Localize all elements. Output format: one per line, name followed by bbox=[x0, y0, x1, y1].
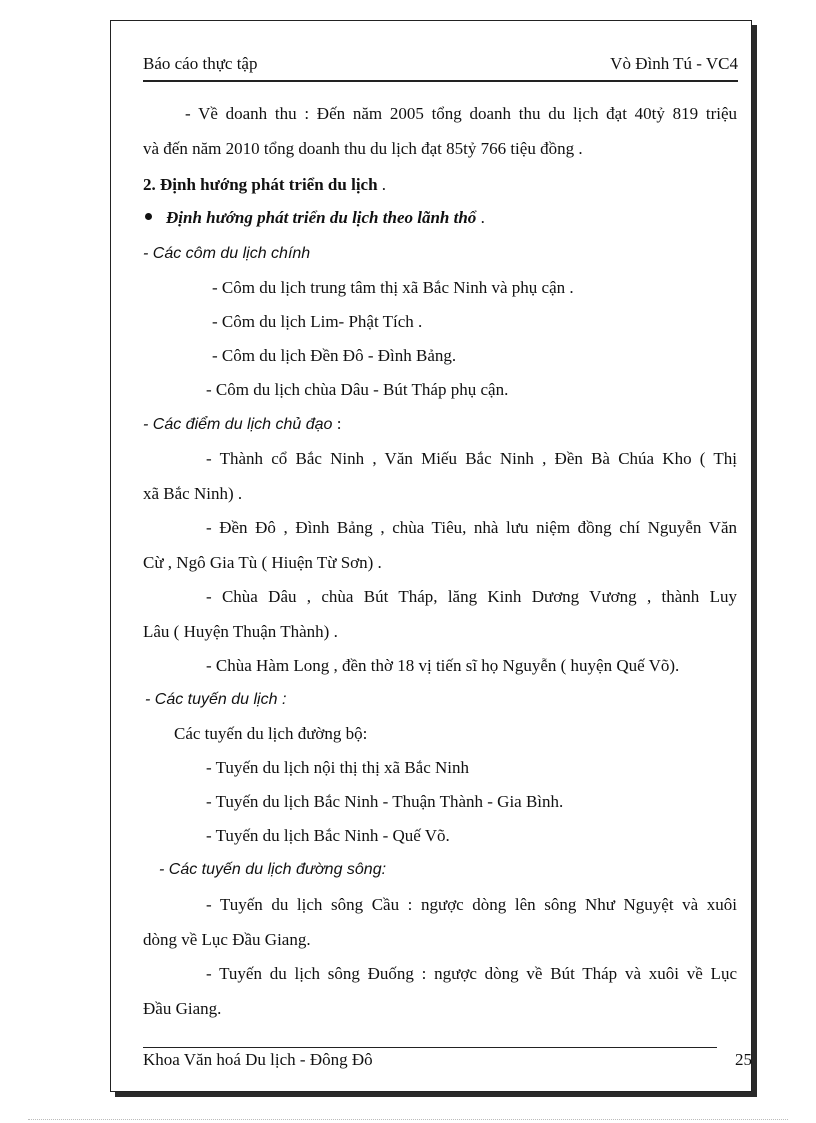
section-2-title: 2. Định hướng phát triển du lịch bbox=[143, 175, 378, 194]
river-routes-label: - Các tuyến du lịch đường sông: bbox=[159, 861, 387, 878]
routes-label: - Các tuyến du lịch : bbox=[145, 691, 287, 708]
points-heading bbox=[143, 413, 341, 436]
river-route-1-line-1: - Tuyến du lịch sông Cầu : ngược dòng lên sông Như Nguyệt và xuôi bbox=[206, 895, 737, 914]
footer-faculty: Khoa Văn hoá Du lịch - Đông Đô bbox=[143, 1050, 373, 1069]
road-routes-label: Các tuyến du lịch đường bộ: bbox=[174, 724, 368, 743]
point-3-line-1: - Chùa Dâu , chùa Bút Tháp, lăng Kinh Dương Vương , thành Luy bbox=[206, 587, 737, 606]
points-label-colon: : bbox=[332, 414, 342, 433]
clusters-label: - Các côm du lịch chính bbox=[143, 245, 311, 262]
bullet-heading-dot: . bbox=[476, 208, 485, 227]
river-route-1-line-2: dòng về Lục Đầu Giang. bbox=[143, 930, 311, 949]
territory-orientation-title: Định hướng phát triển du lịch theo lãnh thổ bbox=[166, 208, 477, 227]
points-label: - Các điểm du lịch chủ đạo bbox=[143, 416, 333, 433]
point-1-line-1: - Thành cổ Bắc Ninh , Văn Miếu Bắc Ninh , Đền Bà Chúa Kho ( Thị bbox=[206, 449, 737, 468]
point-3-line-2: Lâu ( Huyện Thuận Thành) . bbox=[143, 622, 338, 641]
header-report-title: Báo cáo thực tập bbox=[143, 54, 258, 73]
road-route-1: - Tuyến du lịch nội thị thị xã Bắc Ninh bbox=[206, 758, 470, 777]
page-number: 25 bbox=[735, 1050, 752, 1069]
cluster-item-2: - Côm du lịch Lim- Phật Tích . bbox=[212, 312, 423, 331]
point-2-line-1: - Đền Đô , Đình Bảng , chùa Tiêu, nhà lưu niệm đồng chí Nguyễn Văn bbox=[206, 518, 737, 537]
bullet-icon bbox=[145, 213, 152, 220]
river-route-2-line-1: - Tuyến du lịch sông Đuống : ngược dòng về Bút Tháp và xuôi về Lục bbox=[206, 964, 737, 983]
cluster-item-1: - Côm du lịch trung tâm thị xã Bắc Ninh và phụ cận . bbox=[212, 278, 574, 297]
point-4: - Chùa Hàm Long , đền thờ 18 vị tiến sĩ họ Nguyễn ( huyện Quế Võ). bbox=[206, 656, 680, 675]
page-header bbox=[143, 50, 738, 82]
cluster-item-4: - Côm du lịch chùa Dâu - Bút Tháp phụ cận. bbox=[206, 380, 509, 399]
revenue-line-1: - Về doanh thu : Đến năm 2005 tổng doanh thu du lịch đạt 40tỷ 819 triệu bbox=[185, 104, 737, 123]
revenue-line-2: và đến năm 2010 tổng doanh thu du lịch đạt 85tỷ 766 tiệu đồng . bbox=[143, 139, 583, 158]
road-route-3: - Tuyến du lịch Bắc Ninh - Quế Võ. bbox=[206, 826, 450, 845]
header-author: Vò Đình Tú - VC4 bbox=[610, 54, 738, 73]
section-2-dot: . bbox=[377, 175, 387, 194]
bullet-heading bbox=[166, 207, 485, 229]
footer-divider bbox=[143, 1047, 717, 1048]
river-route-2-line-2: Đầu Giang. bbox=[143, 999, 222, 1018]
cluster-item-3: - Côm du lịch Đền Đô - Đình Bảng. bbox=[212, 346, 457, 365]
point-1-line-2: xã Bắc Ninh) . bbox=[143, 484, 243, 503]
point-2-line-2: Cừ , Ngô Gia Tù ( Hiuện Từ Sơn) . bbox=[143, 553, 382, 572]
road-route-2: - Tuyến du lịch Bắc Ninh - Thuận Thành - Gia Bình. bbox=[206, 792, 564, 811]
section-2-heading bbox=[143, 174, 386, 196]
page-bottom-dotted-line bbox=[28, 1119, 788, 1120]
